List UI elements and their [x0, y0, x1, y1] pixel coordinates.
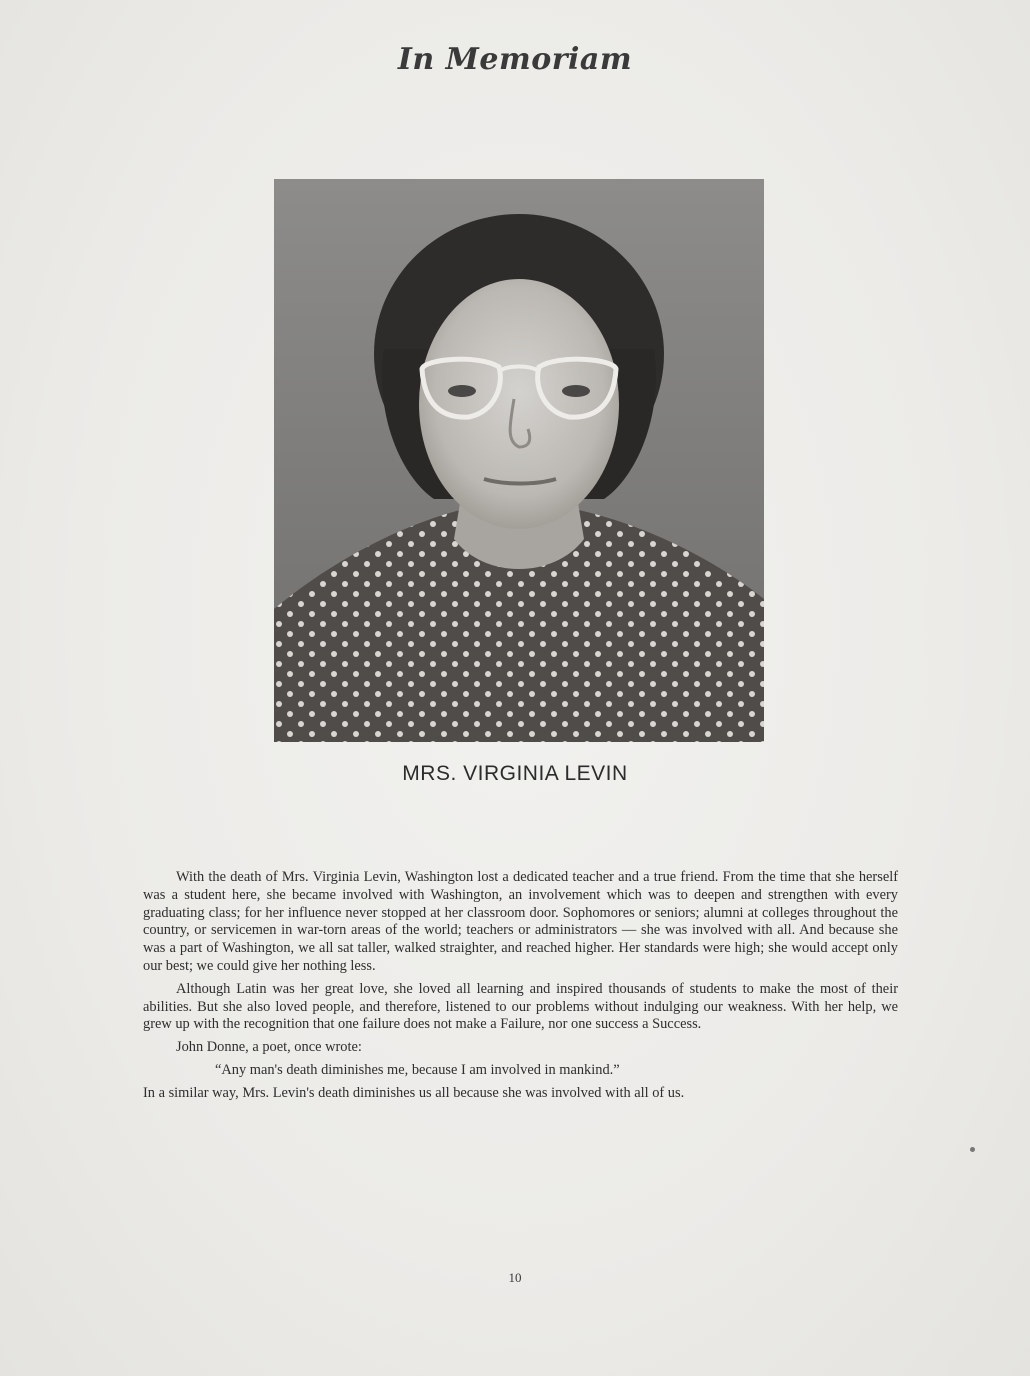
print-speck: [970, 1147, 975, 1152]
page-heading: In Memoriam: [397, 42, 633, 77]
paragraph: John Donne, a poet, once wrote:: [176, 1039, 362, 1056]
paragraph: Although Latin was her great love, she loved all learning and inspired thousands of students to make the most of their abilities. But she also loved people, and therefore, listened to our problems without indulging our weakness. With her help, we grew up with the recognition that one failure does not make a Failure, nor one success a Success.: [143, 980, 898, 1033]
memorial-text: [143, 869, 898, 1108]
page-number: 10: [508, 1270, 522, 1285]
paragraph: With the death of Mrs. Virginia Levin, Washington lost a dedicated teacher and a true friend. From the time that she herself was a student here, she became involved with Washington, an involvement which was to deepen and strengthen with every graduating class; for her influence never stopped at her classroom door. Sophomores or seniors; alumni at colleges throughout the country, or servicemen in war-torn areas of the world; teachers or administrators — she was involved with all. And because she was a part of Washington, we all sat taller, walked straighter, and reached higher. Her standards were high; she would accept only our best; we could give her nothing less.: [143, 869, 898, 974]
photo-caption: MRS. VIRGINIA LEVIN: [402, 762, 628, 785]
quotation: “Any man's death diminishes me, because I am involved in mankind.”: [215, 1061, 620, 1078]
closing-line: In a similar way, Mrs. Levin's death diminishes us all because she was involved with all of us.: [143, 1084, 685, 1101]
portrait-photo: [274, 179, 764, 742]
